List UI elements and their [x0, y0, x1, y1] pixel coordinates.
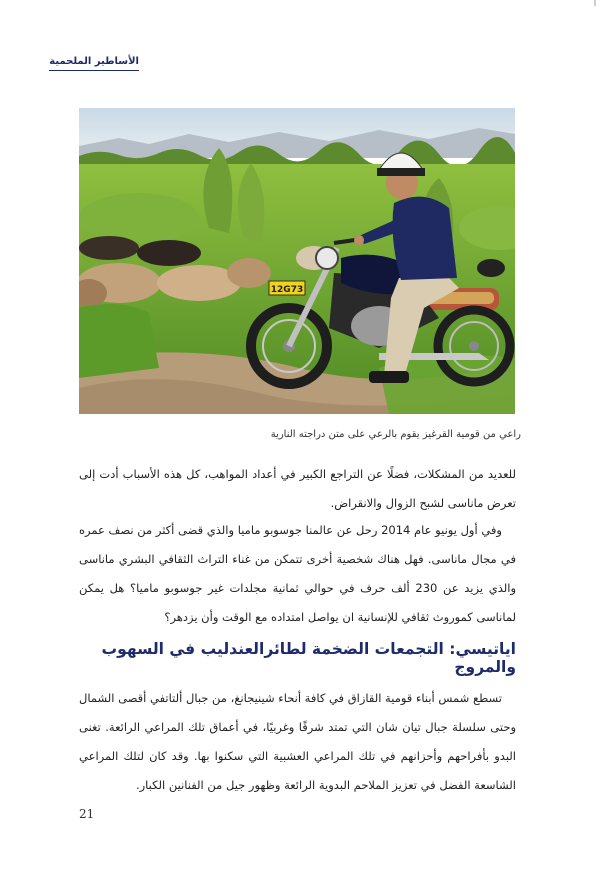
figure-caption: راعي من قومية القرغيز يقوم بالرعي على متن دراجته النارية: [270, 429, 521, 440]
page-number: 21: [79, 807, 95, 821]
body-paragraph-1: للعديد من المشكلات، فضلًا عن التراجع الكبير في أعداد المواهب، كل هذه الأسباب أدت إلى تعرض ماناسى لشبح الزوال والانقراض.: [79, 467, 516, 510]
figure-photo: [79, 108, 515, 414]
running-header: الأساطير الملحمية: [49, 56, 139, 71]
body-paragraph-2: وفي أول يونيو عام 2014 رحل عن عالمنا جوسوبو ماميا والذي قضى أكثر من نصف عمره في مجال ماناسى. فهل هناك شخصية أخرى تتمكن من غناء التراث الثقافي البشري ماناسى والذي يزيد عن 230 ألف حرف في حوالي ثمانية مجلدات غير جوسوبو ماميا؟ هل يمكن لماناسى كموروث ثقافي للإنسانية ان يواصل امتداده مع الوقت وأن يزدهر؟: [79, 523, 516, 624]
section-heading: اياتيسي: التجمعات الضخمة لطائرالعندليب في السهوب والمروج: [101, 640, 516, 676]
herder-motorcycle-illustration: [79, 108, 515, 414]
page-corner-mark: [594, 0, 596, 6]
body-paragraph-3: تسطع شمس أبناء قومية القازاق في كافة أنحاء شينيجانغ، من جبال ألتاتفي أقصى الشمال وحتى سلسلة جبال تيان شان التي تمتد شرقًا وغربيًا، في أعماق تلك المراعي الرائعة. تغنى البدو بأفراحهم وأحزانهم في تلك المراعي العشبية التي سكنوا بها. وقد كان لتلك المراعي الشاسعة الفضل في تعزيز الملاحم البدوية الرائعة وظهور جيل من الفنانين الكبار.: [79, 691, 516, 792]
license-plate-text: 12G73: [270, 285, 304, 295]
